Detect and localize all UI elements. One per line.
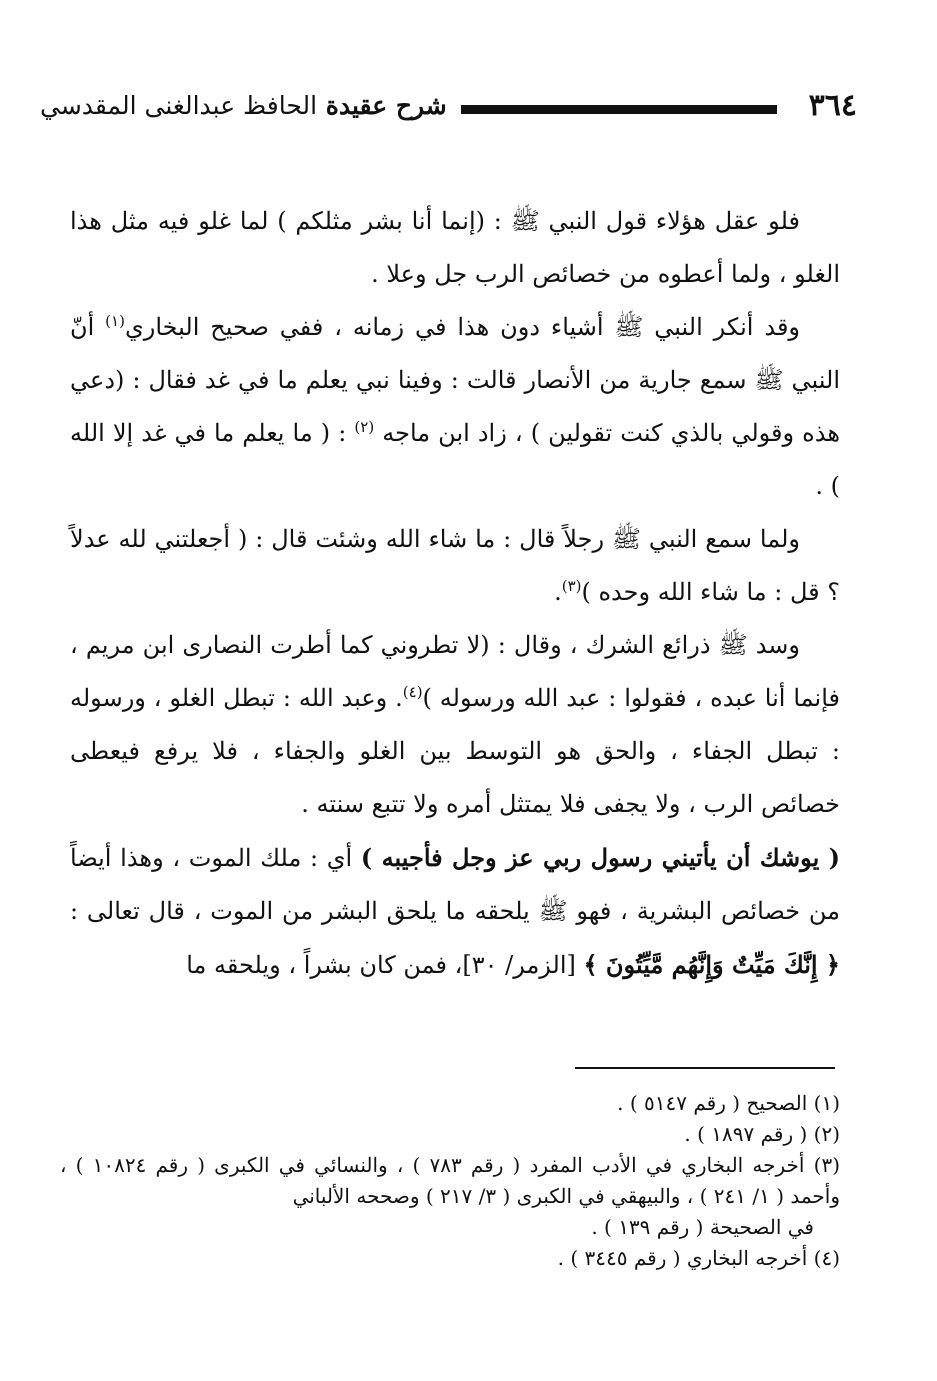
book-title: شرح عقيدة bbox=[325, 90, 447, 120]
running-header bbox=[40, 80, 857, 130]
footnote-ref-2[interactable]: (٢) bbox=[354, 418, 375, 436]
footnote-ref-4[interactable]: (٤) bbox=[402, 683, 423, 701]
paragraph-3: ولما سمع النبي ﷺ رجلاً قال : ما شاء الله وشئت قال : ( أجعلتني لله عدلاً ؟ قل : ما شاء الله وحده )$^{(٣)}$. bbox=[70, 525, 840, 606]
footnote-1: (١) الصحيح ( رقم ٥١٤٧ ) . bbox=[617, 1091, 840, 1115]
footnote-separator bbox=[575, 1067, 835, 1069]
author-name: الحافظ عبدالغنى المقدسي bbox=[40, 90, 318, 120]
footnote-3: (٣) أخرجه البخاري في الأدب المفرد ( رقم ٧٨٣ ) ، والنسائي في الكبرى ( رقم ١٠٨٢٤ ) ، وأحمد ( ١/ ٢٤١ ) ، والبيهقي في الكبرى ( ٣/ ٢١٧ ) وصححه الألباني bbox=[60, 1153, 840, 1208]
running-title bbox=[40, 91, 447, 120]
footnote-ref-3[interactable]: (٣) bbox=[561, 577, 582, 595]
main-text bbox=[70, 195, 840, 992]
hadith-phrase: ( يوشك أن يأتيني رسول ربي عز وجل فأجيبه ) bbox=[360, 843, 841, 872]
paragraph-5: ( يوشك أن يأتيني رسول ربي عز وجل فأجيبه ) أي : ملك الموت ، وهذا أيضاً من خصائص البشرية ، فهو ﷺ يلحقه ما يلحق البشر من الموت ، قال تعالى : ﴿ إِنَّكَ مَيِّتٌ وَإِنَّهُم مَّيِّتُونَ ﴾ [الزمر/ ٣٠]، فمن كان بشراً ، ويلحقه ما bbox=[70, 843, 841, 979]
footnote-ref-1[interactable]: (١) bbox=[105, 312, 125, 330]
quran-verse: ﴿ إِنَّكَ مَيِّتٌ وَإِنَّهُم مَّيِّتُونَ ﴾ bbox=[583, 950, 840, 979]
footnote-2: (٢) ( رقم ١٨٩٧ ) . bbox=[684, 1122, 840, 1146]
page-number: ٣٦٤ bbox=[808, 87, 857, 123]
header-rule bbox=[461, 105, 777, 114]
footnote-4: (٤) أخرجه البخاري ( رقم ٣٤٤٥ ) . bbox=[557, 1246, 840, 1270]
paragraph-1: فلو عقل هؤلاء قول النبي ﷺ : (إنما أنا بشر مثلكم ) لما غلو فيه مثل هذا الغلو ، ولما أعطوه من خصائص الرب جل وعلا . bbox=[70, 207, 840, 288]
paragraph-2: وقد أنكر النبي ﷺ أشياء دون هذا في زمانه ، ففي صحيح البخاري$^{(١)}$ أنّ النبي ﷺ سمع جارية من الأنصار قالت : وفينا نبي يعلم ما في غد فقال : (دعي هذه وقولي بالذي كنت تقولين ) ، زاد ابن ماجه $^{(٢)}$ : ( ما يعلم ما في غد إلا الله ) . bbox=[70, 312, 840, 500]
paragraph-4: وسد ﷺ ذرائع الشرك ، وقال : (لا تطروني كما أطرت النصارى ابن مريم ، فإنما أنا عبده ، فقولوا : عبد الله ورسوله )$^{(٤)}$. وعبد الله : تبطل الغلو ، ورسوله : تبطل الجفاء ، والحق هو التوسط بين الغلو والجفاء ، فلا يرفع فيعطى خصائص الرب ، ولا يجفى فلا يمتثل أمره ولا تتبع سنته . bbox=[70, 631, 840, 818]
footnote-3-continuation: في الصحيحة ( رقم ١٣٩ ) . bbox=[591, 1215, 814, 1239]
footnotes bbox=[60, 1088, 840, 1274]
